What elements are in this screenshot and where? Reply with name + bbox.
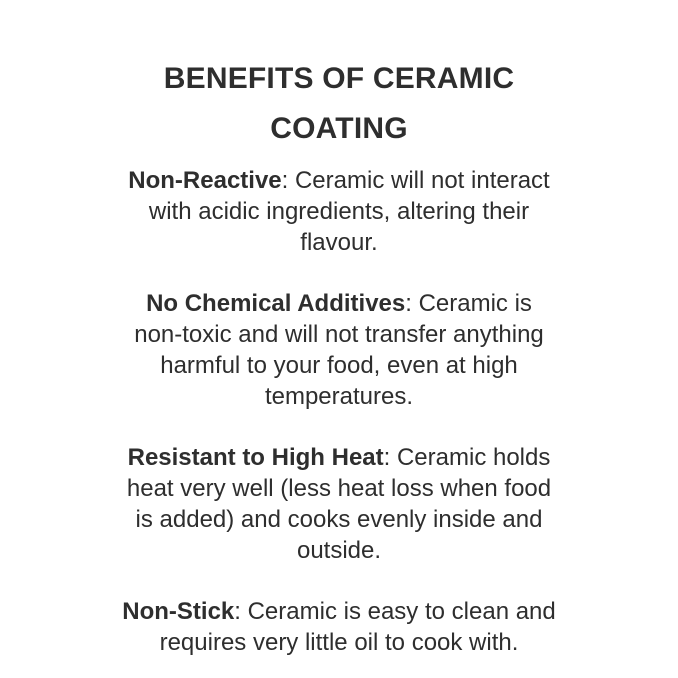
benefit-term: Non-Stick — [122, 598, 235, 625]
benefit-paragraph-non-stick — [120, 596, 558, 658]
benefit-description: : Ceramic holds heat very well (less heat loss when food is added) and cooks evenly inside and outside. — [126, 444, 552, 564]
benefit-paragraph-non-reactive — [120, 165, 558, 258]
benefit-description: : Ceramic is easy to clean and requires very little oil to cook with. — [159, 598, 556, 656]
benefit-term: Resistant to High Heat — [127, 444, 384, 471]
page-title: BENEFITS OF CERAMIC COATING — [163, 62, 515, 145]
benefit-term: Non-Reactive — [128, 167, 282, 194]
benefit-paragraph-resistant-to-high-heat — [120, 442, 558, 566]
benefit-description: : Ceramic will not interact with acidic ingredients, altering their flavour. — [148, 167, 550, 256]
benefit-term: No Chemical Additives — [146, 290, 406, 317]
document — [120, 0, 558, 658]
benefit-description: : Ceramic is non-toxic and will not transfer anything harmful to your food, even at high temperatures. — [134, 290, 544, 410]
benefit-paragraph-no-chemical-additives — [120, 288, 558, 412]
